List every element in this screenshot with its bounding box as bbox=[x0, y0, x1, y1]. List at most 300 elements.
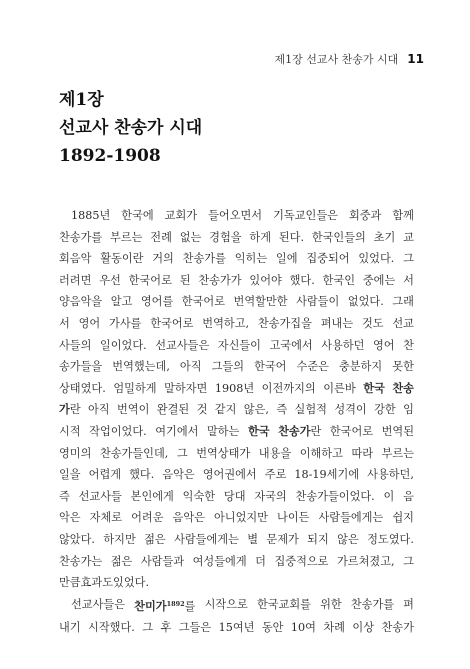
text-run: 가르쳐졌고, bbox=[337, 554, 395, 568]
word bbox=[100, 248, 143, 270]
word bbox=[363, 270, 395, 292]
text-run: 내기 bbox=[59, 621, 81, 635]
text-run: 중에는 bbox=[362, 273, 396, 287]
text-run: 찬송가 bbox=[381, 621, 414, 635]
word bbox=[254, 486, 286, 508]
word bbox=[392, 205, 414, 227]
word bbox=[208, 205, 262, 227]
word bbox=[214, 507, 268, 529]
text-run: 일에 bbox=[275, 252, 298, 266]
text-run: 번역된 bbox=[381, 424, 414, 438]
text-run: 18-19세기에 bbox=[294, 468, 360, 482]
word bbox=[113, 378, 156, 400]
word bbox=[71, 594, 125, 618]
text-run: 엄밀하게 bbox=[113, 381, 157, 395]
bold-term: 찬미가 bbox=[134, 598, 167, 613]
word bbox=[202, 313, 249, 335]
text-run: 거의 bbox=[152, 252, 174, 266]
word bbox=[164, 378, 207, 400]
text-run: 찬송가들이었다. bbox=[295, 489, 375, 503]
word bbox=[212, 356, 244, 378]
word bbox=[59, 270, 91, 292]
text-run: 송가들을 bbox=[59, 360, 103, 374]
text-run: 상태였다. bbox=[59, 381, 106, 395]
word bbox=[193, 551, 247, 573]
word bbox=[320, 594, 342, 618]
body-line bbox=[59, 617, 414, 639]
text-run: 않은 bbox=[337, 532, 359, 546]
text-run: 번역상태가 bbox=[196, 446, 251, 460]
text-run: 당대 bbox=[223, 489, 246, 503]
text-run: 를 bbox=[184, 599, 196, 613]
word bbox=[392, 507, 414, 529]
text-run: 활동이란 bbox=[100, 252, 144, 266]
text-run: 전례 bbox=[150, 230, 172, 244]
text-run: 아직 bbox=[88, 403, 110, 417]
word bbox=[103, 529, 135, 551]
chapter-number: 제1장 bbox=[59, 90, 104, 110]
word bbox=[392, 291, 414, 313]
word bbox=[155, 335, 209, 357]
text-run: 영어 bbox=[78, 316, 101, 330]
text-run: 것 bbox=[196, 403, 208, 417]
text-run: 번역했는데, bbox=[112, 360, 170, 374]
text-run: 임 bbox=[403, 403, 414, 417]
page-number: 11 bbox=[407, 52, 424, 66]
word bbox=[183, 486, 215, 508]
word bbox=[59, 572, 81, 594]
word bbox=[59, 551, 102, 573]
word bbox=[218, 335, 261, 357]
text-run: 같지 bbox=[214, 403, 237, 417]
word bbox=[279, 227, 304, 249]
text-run: 사용하던, bbox=[367, 468, 414, 482]
word bbox=[155, 421, 198, 443]
word bbox=[90, 507, 122, 529]
text-run: 선교사들은 bbox=[71, 597, 126, 611]
text-run: 차례 bbox=[323, 621, 345, 635]
text-run: 하지만 bbox=[103, 532, 136, 546]
text-run: 여성들에게 bbox=[192, 554, 247, 568]
text-run: 이른바 bbox=[323, 381, 356, 395]
word bbox=[334, 399, 366, 421]
text-run: 없었다. bbox=[347, 295, 384, 309]
word bbox=[81, 572, 113, 594]
word bbox=[59, 507, 81, 529]
text-run: 별 bbox=[247, 532, 259, 546]
text-run: 1908년 bbox=[214, 381, 255, 395]
text-run: 음 bbox=[403, 489, 414, 503]
word bbox=[363, 378, 385, 400]
word bbox=[403, 399, 414, 421]
text-run: 사람들과 bbox=[140, 554, 185, 568]
word bbox=[265, 464, 287, 486]
word bbox=[180, 270, 191, 292]
text-run: 악은 bbox=[59, 511, 81, 525]
text-run: 젊은 bbox=[144, 532, 166, 546]
text-run: 양음악을 bbox=[59, 295, 103, 309]
word bbox=[113, 572, 149, 594]
word bbox=[300, 443, 343, 465]
text-run: 있어야 bbox=[249, 273, 282, 287]
text-run: 사람들이 bbox=[296, 295, 340, 309]
word bbox=[59, 486, 70, 508]
text-run: 위한 bbox=[320, 597, 342, 611]
body-text bbox=[59, 205, 414, 639]
text-run: 한국어로 bbox=[181, 295, 226, 309]
body-line bbox=[59, 335, 414, 357]
word bbox=[296, 486, 375, 508]
text-run: 10여 bbox=[290, 621, 316, 635]
text-run: 찬 bbox=[403, 338, 414, 352]
text-run: 찬송가들인데, bbox=[99, 446, 169, 460]
word bbox=[205, 594, 248, 618]
word bbox=[273, 205, 338, 227]
text-run: 쉽지 bbox=[392, 511, 414, 525]
text-run: 초기 bbox=[373, 230, 396, 244]
word bbox=[89, 421, 147, 443]
text-run: 익숙한 bbox=[182, 489, 216, 503]
word bbox=[295, 399, 327, 421]
word bbox=[88, 617, 135, 639]
bold-term: 찬송 bbox=[392, 380, 414, 395]
body-line bbox=[59, 291, 414, 313]
text-run: 실험적 bbox=[294, 403, 327, 417]
text-run: 집중되어 bbox=[306, 252, 350, 266]
text-run: 자신들이 bbox=[217, 338, 261, 352]
word bbox=[59, 335, 91, 357]
chapter-heading bbox=[59, 86, 202, 170]
chapter-title: 선교사 찬송가 시대 bbox=[59, 118, 203, 138]
text-run: 교 bbox=[403, 230, 414, 244]
word bbox=[249, 270, 281, 292]
body-line bbox=[59, 572, 414, 594]
body-line bbox=[59, 227, 414, 249]
running-head bbox=[275, 51, 424, 67]
word bbox=[99, 270, 121, 292]
word bbox=[134, 594, 195, 618]
text-run: 선교사들 bbox=[78, 489, 122, 503]
text-run: 자국의 bbox=[254, 489, 287, 503]
word bbox=[248, 421, 270, 443]
text-run: 성격이 bbox=[334, 403, 367, 417]
word bbox=[111, 551, 133, 573]
text-run: 이전까지의 bbox=[261, 381, 316, 395]
text-run: 선교사들은 bbox=[155, 338, 210, 352]
word bbox=[318, 507, 383, 529]
word bbox=[59, 464, 81, 486]
text-run: 그래 bbox=[392, 295, 414, 309]
word bbox=[257, 594, 311, 618]
bold-term: 한국 bbox=[247, 423, 270, 438]
word bbox=[180, 227, 202, 249]
word bbox=[382, 421, 414, 443]
body-line bbox=[59, 205, 414, 227]
word bbox=[100, 335, 147, 357]
word bbox=[403, 551, 414, 573]
text-run: 가사를 bbox=[109, 316, 142, 330]
word bbox=[258, 313, 312, 335]
text-run: 부르는 bbox=[381, 446, 414, 460]
text-run: 그 bbox=[403, 554, 414, 568]
text-run: 자체로 bbox=[89, 511, 123, 525]
word bbox=[209, 227, 241, 249]
text-run: 음악은 bbox=[172, 511, 205, 525]
word bbox=[179, 617, 211, 639]
body-line bbox=[59, 248, 414, 270]
word bbox=[392, 313, 414, 335]
word bbox=[88, 399, 110, 421]
word bbox=[330, 421, 373, 443]
text-run: 알고 bbox=[110, 295, 133, 309]
text-run: 찬송가를 bbox=[182, 252, 226, 266]
word bbox=[307, 529, 329, 551]
word bbox=[352, 617, 374, 639]
word bbox=[89, 464, 121, 486]
word bbox=[59, 227, 102, 249]
text-run: 사람들에게는 bbox=[174, 532, 239, 546]
word bbox=[207, 421, 239, 443]
text-run: 영미의 bbox=[59, 446, 92, 460]
word bbox=[180, 356, 202, 378]
word bbox=[100, 443, 168, 465]
text-run: 회중과 bbox=[348, 209, 382, 222]
body-line bbox=[59, 529, 414, 551]
text-run: 한국인들의 bbox=[311, 230, 366, 244]
text-run: 즉 bbox=[276, 403, 288, 417]
word bbox=[219, 617, 255, 639]
text-run: 란 bbox=[310, 424, 322, 438]
text-run: 완결된 bbox=[156, 403, 190, 417]
word bbox=[131, 486, 174, 508]
word bbox=[165, 205, 197, 227]
text-run: 그 bbox=[176, 446, 188, 460]
word bbox=[152, 248, 174, 270]
word bbox=[59, 529, 95, 551]
word bbox=[150, 227, 172, 249]
text-run: 러려면 bbox=[59, 273, 92, 287]
word bbox=[351, 594, 394, 618]
text-run: 영어 bbox=[372, 338, 395, 352]
word bbox=[339, 356, 382, 378]
text-run: 일을 bbox=[59, 468, 81, 482]
text-run: 서 bbox=[59, 316, 70, 330]
running-head-title: 제1장 선교사 찬송가 시대 bbox=[274, 53, 399, 66]
word bbox=[296, 291, 339, 313]
word bbox=[182, 291, 225, 313]
word bbox=[59, 313, 70, 335]
word bbox=[348, 291, 384, 313]
word bbox=[249, 227, 271, 249]
word bbox=[276, 399, 287, 421]
word bbox=[403, 335, 414, 357]
text-run: 한국어 bbox=[254, 360, 287, 374]
word bbox=[129, 464, 154, 486]
text-run: 한국에 bbox=[121, 209, 154, 222]
word bbox=[247, 529, 258, 551]
text-run: 함께 bbox=[392, 209, 414, 222]
text-run: 수준은 bbox=[296, 360, 329, 374]
text-run: 작업이었다. bbox=[89, 424, 147, 438]
word bbox=[59, 356, 102, 378]
text-run: 나이든 bbox=[277, 511, 310, 525]
text-run: 된 bbox=[179, 273, 191, 287]
text-run: 않았다. bbox=[59, 532, 95, 546]
word bbox=[403, 227, 414, 249]
body-line bbox=[59, 486, 414, 508]
word bbox=[403, 248, 414, 270]
word bbox=[403, 594, 414, 618]
word bbox=[403, 270, 414, 292]
word bbox=[321, 335, 364, 357]
word bbox=[161, 617, 172, 639]
text-run: 그 bbox=[403, 252, 414, 266]
word bbox=[367, 529, 414, 551]
body-line bbox=[59, 378, 414, 400]
word bbox=[244, 399, 269, 421]
word bbox=[59, 421, 81, 443]
body-line bbox=[59, 594, 414, 618]
word bbox=[117, 399, 149, 421]
word bbox=[59, 291, 102, 313]
body-line bbox=[59, 443, 414, 465]
text-run: 따라 bbox=[351, 446, 374, 460]
word bbox=[381, 617, 413, 639]
text-run: 되지 bbox=[307, 532, 329, 546]
text-run: 찬송가는 bbox=[59, 554, 103, 568]
text-run: 교회가 bbox=[164, 209, 198, 222]
text-run: 한국어로 bbox=[329, 424, 374, 438]
word bbox=[374, 227, 396, 249]
text-run: 아니었지만 bbox=[213, 511, 268, 525]
text-run: 그들은 bbox=[178, 621, 212, 635]
word bbox=[59, 378, 106, 400]
text-run: 란 bbox=[69, 403, 81, 417]
word bbox=[235, 248, 267, 270]
text-run: 우선 bbox=[99, 273, 121, 287]
text-run: 들어오면서 bbox=[208, 209, 263, 222]
word bbox=[270, 335, 313, 357]
word bbox=[198, 270, 241, 292]
word bbox=[112, 356, 170, 378]
text-run: 못한 bbox=[392, 360, 414, 374]
word bbox=[59, 399, 81, 421]
text-run: 서 bbox=[403, 273, 414, 287]
word bbox=[131, 507, 163, 529]
text-run: 부르는 bbox=[110, 230, 143, 244]
word bbox=[277, 507, 309, 529]
text-run: 효과도 bbox=[80, 576, 114, 590]
text-run: 있었다. bbox=[358, 252, 395, 266]
word bbox=[215, 378, 254, 400]
text-run: 본인에게 bbox=[130, 489, 174, 503]
text-run: 정도였다. bbox=[367, 532, 414, 546]
text-run: 말하자면 bbox=[164, 381, 208, 395]
word bbox=[150, 313, 193, 335]
text-run: 번역하고, bbox=[202, 316, 250, 330]
text-run: 시적 bbox=[59, 424, 81, 438]
word bbox=[254, 356, 286, 378]
word bbox=[110, 227, 142, 249]
body-line bbox=[59, 356, 414, 378]
text-run: 이 bbox=[383, 489, 395, 503]
word bbox=[183, 248, 226, 270]
word bbox=[392, 356, 414, 378]
text-run: 여기에서 bbox=[155, 424, 199, 438]
text-run: 찬송가가 bbox=[198, 273, 242, 287]
body-line bbox=[59, 421, 414, 443]
word bbox=[173, 507, 205, 529]
word bbox=[337, 529, 359, 551]
word bbox=[59, 617, 81, 639]
word bbox=[362, 313, 384, 335]
word bbox=[121, 205, 153, 227]
word bbox=[297, 356, 329, 378]
text-run: 회음악 bbox=[59, 252, 92, 266]
text-run: 젊은 bbox=[110, 554, 133, 568]
text-run: 시작했다. bbox=[88, 621, 135, 635]
word bbox=[141, 291, 173, 313]
text-run: 펴내는 bbox=[320, 316, 354, 330]
text-run: 된다. bbox=[278, 230, 304, 244]
text-run: 1885년 bbox=[71, 209, 111, 222]
word bbox=[291, 617, 316, 639]
word bbox=[358, 248, 394, 270]
text-run: 영어권에서 bbox=[202, 468, 257, 482]
text-run: 펴 bbox=[403, 597, 414, 611]
text-run: 있었다. bbox=[113, 576, 150, 590]
word bbox=[59, 248, 91, 270]
word bbox=[351, 443, 373, 465]
text-run: 더 bbox=[255, 554, 266, 568]
word bbox=[349, 205, 381, 227]
word bbox=[312, 227, 366, 249]
word bbox=[290, 270, 315, 292]
text-run: 후 bbox=[160, 621, 172, 635]
word bbox=[79, 313, 101, 335]
text-run: 찬송가집을 bbox=[257, 316, 312, 330]
text-run: 않은, bbox=[243, 403, 269, 417]
text-run: 사용하던 bbox=[321, 338, 365, 352]
word bbox=[109, 313, 141, 335]
word bbox=[224, 486, 246, 508]
word bbox=[144, 529, 166, 551]
word bbox=[392, 378, 414, 400]
word bbox=[197, 399, 208, 421]
word bbox=[373, 335, 395, 357]
text-run: 번역할만한 bbox=[233, 295, 288, 309]
text-run: 주로 bbox=[264, 468, 287, 482]
word bbox=[323, 270, 355, 292]
text-run: 동안 bbox=[261, 621, 284, 635]
word bbox=[321, 313, 353, 335]
text-run: 고국에서 bbox=[269, 338, 313, 352]
word bbox=[262, 617, 284, 639]
body-line bbox=[59, 270, 414, 292]
text-run: 하게 bbox=[249, 230, 272, 244]
text-run: 음악은 bbox=[162, 468, 195, 482]
text-run: 집중적으로 bbox=[274, 554, 329, 568]
word bbox=[111, 291, 133, 313]
text-run: 한국인 bbox=[322, 273, 356, 287]
text-run: 사람들에게는 bbox=[318, 511, 384, 525]
word bbox=[337, 551, 395, 573]
word bbox=[274, 551, 328, 573]
text-run: 충분하지 bbox=[339, 360, 383, 374]
word bbox=[59, 443, 91, 465]
word bbox=[278, 421, 321, 443]
chapter-years: 1892-1908 bbox=[59, 146, 161, 166]
